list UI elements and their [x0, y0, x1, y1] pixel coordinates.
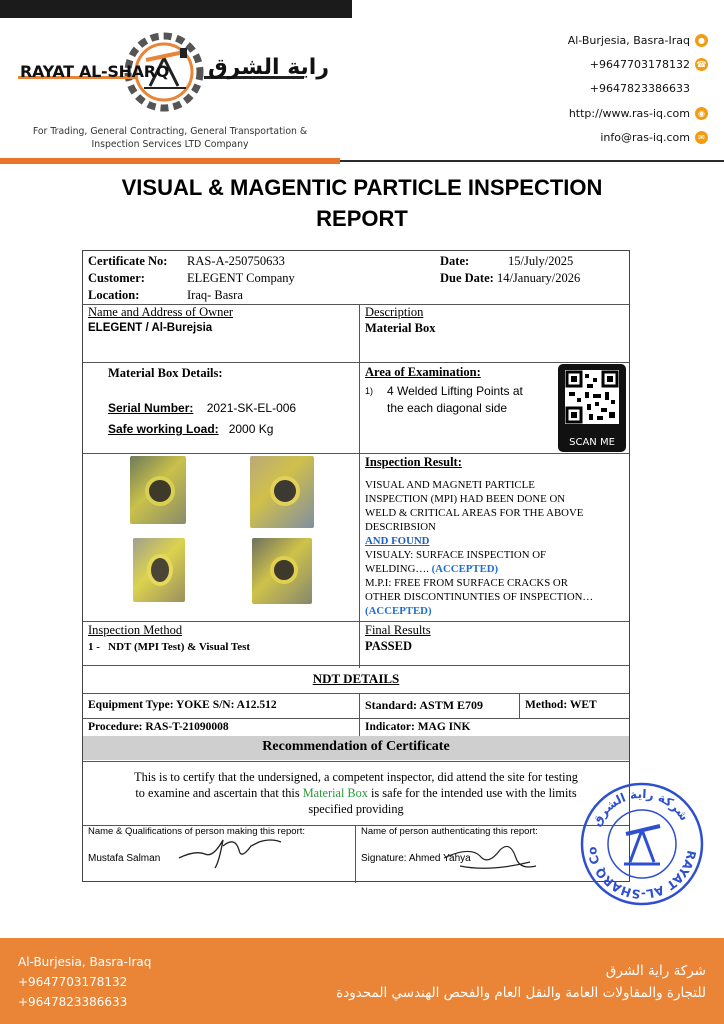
due-date-row: Due Date: 14/January/2026 — [440, 271, 581, 285]
svg-text:RAYAT AL-SHARQ Co.: RAYAT AL-SHARQ Co — [584, 845, 699, 902]
photo-lifting-point-4 — [252, 538, 312, 604]
area-item: 4 Welded Lifting Points at the each diagonal side — [387, 384, 523, 415]
serial-value: 2021-SK-EL-006 — [206, 401, 297, 415]
brand-name: RAYAT AL-SHARQ — [20, 62, 170, 81]
contact-address: Al-Burjesia, Basra-Iraq ● — [568, 34, 708, 47]
due-date-value: 14/January/2026 — [496, 271, 581, 285]
report-title: VISUAL & MAGENTIC PARTICLE INSPECTION REPORT — [121, 175, 603, 231]
left-signatory-name: Mustafa Salman — [88, 853, 161, 864]
contact-phone-1: +9647703178132 ☎ — [589, 58, 707, 71]
photo-lifting-point-3 — [133, 538, 185, 602]
method-row: 1 - NDT (MPI Test) & Visual Test — [88, 641, 251, 653]
result-text: VISUAL AND MAGNETI PARTICLE INSPECTION (MPI) HAD BEEN DONE ON WELD & CRITICAL AREAS FOR THE ABOVE DESCRIBSION AND FOUND VISUALY: SURFACE INSPECTION OF WELDING…. (ACCEPTED) M.P.I: FREE FROM SURFACE CRACKS OR OTHER DISCONTINUNTIES OF INSPECTION… (ACCEPTED) — [365, 478, 627, 618]
accepted-badge-mpi: (ACCEPTED) — [365, 605, 432, 617]
right-signature — [440, 836, 540, 876]
found-label: AND FOUND — [365, 535, 430, 547]
header-divider-accent — [0, 158, 340, 164]
material-box-highlight: Material Box — [302, 786, 368, 800]
ndt-heading: NDT DETAILS — [312, 671, 400, 686]
contact-email: info@ras-iq.com ✉ — [600, 131, 708, 144]
recommendation-heading: Recommendation of Certificate — [262, 739, 450, 754]
svg-text:شركة راية الشرق: شركة راية الشرق — [589, 786, 692, 829]
procedure: Procedure: RAS-T-21090008 — [88, 721, 229, 733]
left-signatory-label: Name & Qualifications of person making this report: — [88, 826, 306, 837]
standard: Standard: ASTM E709 — [365, 698, 484, 712]
left-signature — [175, 832, 285, 872]
method-label: Inspection Method — [88, 623, 183, 637]
cert-no-row: Certificate No: RAS-A-250750633 — [88, 254, 285, 268]
owner-label: Name and Address of Owner — [88, 305, 234, 319]
contact-website: http://www.ras-iq.com ◉ — [569, 107, 708, 120]
area-heading: Area of Examination: — [365, 365, 481, 379]
location-row: Location: Iraq- Basra — [88, 288, 243, 302]
header-top-bar — [0, 0, 352, 18]
footer-company-arabic: شركة راية الشرق للتجارة والمقاولات العامة والنقل العام والفحص الهندسي المحدودة — [336, 963, 706, 1001]
photo-lifting-point-1 — [130, 456, 186, 524]
indicator: Indicator: MAG INK — [365, 721, 471, 733]
final-value: PASSED — [365, 639, 413, 653]
recommendation-text: This is to certify that the undersigned, a competent inspector, did attend the site for testing to examine and ascertain that this Material Box is safe for the intended use with the limits specified providing — [134, 770, 578, 816]
result-heading: Inspection Result: — [365, 455, 462, 469]
mail-icon: ✉ — [695, 131, 708, 144]
customer-row: Customer: ELEGENT Company — [88, 271, 295, 285]
date-value: 15/July/2025 — [508, 254, 574, 268]
method-value: NDT (MPI Test) & Visual Test — [108, 641, 251, 653]
final-label: Final Results — [365, 623, 431, 637]
swl-row: Safe working Load: 2000 Kg — [108, 422, 274, 436]
qr-label: SCAN ME — [569, 437, 615, 448]
owner-value: ELEGENT / Al-Burejsia — [88, 322, 213, 334]
photo-lifting-point-2 — [250, 456, 314, 528]
ndt-method: Method: WET — [525, 699, 597, 711]
description-label: Description — [365, 305, 424, 319]
area-item-number: 1) — [365, 386, 374, 396]
location-icon: ● — [695, 34, 708, 47]
inspection-photos — [125, 456, 325, 616]
company-stamp — [578, 780, 706, 908]
qr-code[interactable] — [558, 364, 626, 452]
footer-contact: Al-Burjesia, Basra-Iraq +9647703178132 +9647823386633 — [18, 955, 152, 1009]
contact-phone-2: +9647823386633 — [589, 82, 690, 95]
right-signatory-label: Name of person authenticating this report: — [361, 826, 538, 837]
description-value: Material Box — [365, 321, 436, 335]
cert-no-value: RAS-A-250750633 — [187, 254, 285, 268]
right-signatory-name: Signature: Ahmed Yahya — [361, 853, 471, 864]
accepted-badge-visual: (ACCEPTED) — [431, 563, 499, 575]
details-heading: Material Box Details: — [108, 366, 223, 380]
equipment-type: Equipment Type: YOKE S/N: A12.512 — [88, 699, 277, 711]
date-row: Date: 15/July/2025 — [440, 254, 574, 268]
brand-name-arabic: راية الشرق — [208, 55, 330, 80]
company-tagline: For Trading, General Contracting, General Transportation & Inspection Services LTD Company — [32, 126, 308, 150]
serial-row: Serial Number: 2021-SK-EL-006 — [108, 401, 297, 415]
phone-icon: ☎ — [696, 60, 707, 69]
location-value: Iraq- Basra — [187, 288, 243, 302]
customer-value: ELEGENT Company — [187, 271, 295, 285]
globe-icon: ◉ — [695, 107, 708, 120]
swl-value: 2000 Kg — [228, 422, 274, 436]
